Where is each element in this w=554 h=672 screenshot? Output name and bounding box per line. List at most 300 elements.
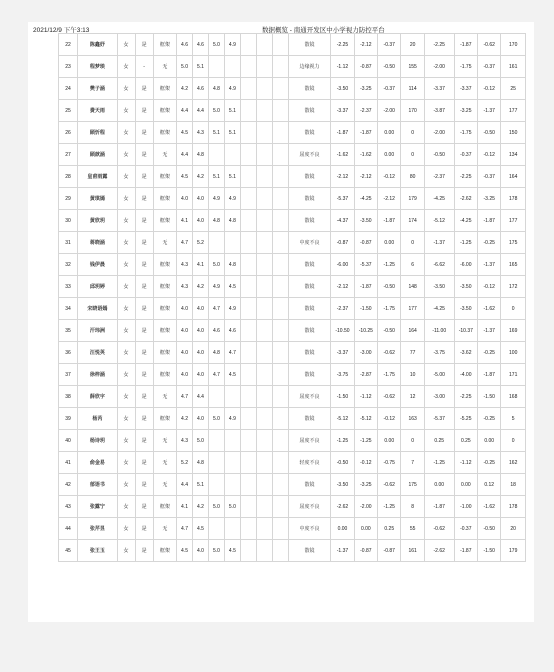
- table-cell: 5.0: [224, 496, 240, 518]
- table-cell: -3.50: [331, 474, 354, 496]
- table-cell: -10.25: [354, 320, 377, 342]
- table-cell: [256, 298, 272, 320]
- table-cell: 5.1: [193, 474, 209, 496]
- table-cell: 是: [135, 100, 153, 122]
- table-cell: 6: [401, 254, 424, 276]
- table-cell: [208, 144, 224, 166]
- table-cell: 148: [401, 276, 424, 298]
- table-cell: 女: [117, 100, 135, 122]
- table-cell: 是: [135, 452, 153, 474]
- table-cell: 5.1: [208, 122, 224, 144]
- table-cell: -1.87: [378, 210, 401, 232]
- table-cell: -0.25: [478, 452, 501, 474]
- table-cell: [256, 320, 272, 342]
- table-cell: -3.37: [331, 342, 354, 364]
- table-cell: -1.12: [454, 452, 477, 474]
- table-cell: 5.2: [193, 232, 209, 254]
- table-cell: 黄欣玥: [78, 210, 117, 232]
- table-cell: 女: [117, 78, 135, 100]
- table-cell: -5.25: [454, 408, 477, 430]
- table-cell: 155: [401, 56, 424, 78]
- table-cell: 164: [501, 166, 526, 188]
- table-cell: 是: [135, 122, 153, 144]
- table-cell: -2.25: [454, 386, 477, 408]
- table-cell: 28: [59, 166, 78, 188]
- table-cell: [256, 188, 272, 210]
- table-cell: 是: [135, 320, 153, 342]
- table-cell: 44: [59, 518, 78, 540]
- table-cell: 165: [501, 254, 526, 276]
- table-cell: [272, 518, 288, 540]
- table-cell: 框架: [153, 342, 176, 364]
- table-cell: [240, 210, 256, 232]
- table-cell: 5.0: [208, 540, 224, 562]
- table-cell: 4.9: [224, 34, 240, 56]
- table-cell: 框架: [153, 320, 176, 342]
- table-cell: 42: [59, 474, 78, 496]
- table-cell: -0.50: [478, 122, 501, 144]
- table-cell: -3.37: [424, 78, 454, 100]
- table-cell: 37: [59, 364, 78, 386]
- table-cell: 散镜: [288, 474, 331, 496]
- table-cell: [272, 34, 288, 56]
- table-cell: 散镜: [288, 122, 331, 144]
- table-cell: -3.37: [454, 78, 477, 100]
- table-cell: 31: [59, 232, 78, 254]
- table-cell: 散镜: [288, 298, 331, 320]
- table-cell: [272, 430, 288, 452]
- table-cell: 4.0: [177, 364, 193, 386]
- table-cell: 0.00: [378, 430, 401, 452]
- table-cell: 22: [59, 34, 78, 56]
- table-cell: -3.25: [478, 188, 501, 210]
- table-cell: [256, 518, 272, 540]
- table-cell: 女: [117, 144, 135, 166]
- table-cell: 24: [59, 78, 78, 100]
- table-cell: 无: [153, 386, 176, 408]
- table-cell: -3.25: [454, 100, 477, 122]
- table-cell: 是: [135, 166, 153, 188]
- table-cell: [240, 430, 256, 452]
- table-cell: 4.4: [177, 144, 193, 166]
- table-cell: -6.00: [454, 254, 477, 276]
- table-cell: 4.5: [193, 518, 209, 540]
- table-cell: 薛欣宇: [78, 386, 117, 408]
- table-cell: [240, 452, 256, 474]
- table-cell: 5.0: [208, 408, 224, 430]
- table-cell: 0.25: [424, 430, 454, 452]
- table-cell: 是: [135, 408, 153, 430]
- table-cell: 7: [401, 452, 424, 474]
- table-cell: [272, 342, 288, 364]
- table-cell: [240, 518, 256, 540]
- table-cell: 161: [501, 56, 526, 78]
- table-cell: 4.4: [193, 386, 209, 408]
- table-cell: 汪悦英: [78, 342, 117, 364]
- table-cell: 168: [501, 386, 526, 408]
- table-cell: -0.12: [378, 408, 401, 430]
- table-cell: 是: [135, 342, 153, 364]
- table-cell: 框架: [153, 122, 176, 144]
- table-cell: -2.37: [424, 166, 454, 188]
- table-cell: -1.50: [478, 540, 501, 562]
- table-cell: 4.3: [193, 122, 209, 144]
- table-cell: 框架: [153, 166, 176, 188]
- table-cell: 是: [135, 474, 153, 496]
- table-cell: [272, 232, 288, 254]
- table-cell: 钱伊晨: [78, 254, 117, 276]
- table-cell: 29: [59, 188, 78, 210]
- table-cell: 散镜: [288, 364, 331, 386]
- table-cell: 163: [401, 408, 424, 430]
- table-cell: 4.1: [177, 210, 193, 232]
- table-cell: 10: [401, 364, 424, 386]
- table-cell: 是: [135, 144, 153, 166]
- table-row: [59, 254, 526, 276]
- document-title: 数据概览 - 南通开发区中小学视力防控平台: [262, 27, 385, 34]
- table-cell: -5.12: [331, 408, 354, 430]
- table-cell: -5.37: [331, 188, 354, 210]
- table-cell: 4.5: [177, 122, 193, 144]
- table-cell: [240, 298, 256, 320]
- table-cell: -3.25: [354, 78, 377, 100]
- table-cell: 4.8: [208, 342, 224, 364]
- table-cell: 0: [401, 144, 424, 166]
- table-cell: 是: [135, 496, 153, 518]
- table-cell: [208, 430, 224, 452]
- table-cell: -1.37: [331, 540, 354, 562]
- table-cell: 4.4: [177, 100, 193, 122]
- table-cell: -0.37: [478, 56, 501, 78]
- table-cell: 4.9: [224, 78, 240, 100]
- table-cell: -0.25: [478, 408, 501, 430]
- table-cell: -3.50: [331, 78, 354, 100]
- table-cell: [224, 474, 240, 496]
- table-cell: [240, 342, 256, 364]
- table-cell: 张露宁: [78, 496, 117, 518]
- table-cell: 4.6: [208, 320, 224, 342]
- table-cell: 中度不良: [288, 518, 331, 540]
- table-cell: -1.00: [454, 496, 477, 518]
- table-cell: 散镜: [288, 342, 331, 364]
- table-cell: -1.87: [331, 122, 354, 144]
- table-cell: -5.12: [424, 210, 454, 232]
- table-cell: -2.25: [454, 166, 477, 188]
- table-cell: 框架: [153, 276, 176, 298]
- table-cell: 4.0: [193, 188, 209, 210]
- table-cell: 4.3: [177, 254, 193, 276]
- table-cell: [240, 188, 256, 210]
- table-row: [59, 364, 526, 386]
- table-cell: 框架: [153, 540, 176, 562]
- table-cell: 4.2: [193, 166, 209, 188]
- table-row: [59, 320, 526, 342]
- table-cell: -1.87: [454, 34, 477, 56]
- table-cell: [240, 320, 256, 342]
- table-cell: [272, 496, 288, 518]
- table-cell: 4.0: [193, 408, 209, 430]
- table-cell: -6.62: [424, 254, 454, 276]
- table-cell: [272, 408, 288, 430]
- table-cell: -1.37: [478, 100, 501, 122]
- table-cell: 是: [135, 188, 153, 210]
- table-cell: -2.87: [354, 364, 377, 386]
- table-cell: 屈度不良: [288, 430, 331, 452]
- table-cell: 0.00: [424, 474, 454, 496]
- table-cell: -0.50: [424, 144, 454, 166]
- table-cell: -3.00: [354, 342, 377, 364]
- table-cell: -3.75: [424, 342, 454, 364]
- table-cell: 4.9: [224, 188, 240, 210]
- table-cell: 无: [153, 518, 176, 540]
- table-cell: [240, 474, 256, 496]
- table-cell: 汗玮洲: [78, 320, 117, 342]
- table-cell: [272, 210, 288, 232]
- table-cell: -0.75: [378, 452, 401, 474]
- table-cell: [272, 474, 288, 496]
- table-cell: -0.12: [478, 78, 501, 100]
- table-cell: 无: [153, 232, 176, 254]
- table-cell: 4.9: [208, 276, 224, 298]
- table-cell: [256, 452, 272, 474]
- table-cell: -0.12: [478, 276, 501, 298]
- table-cell: 4.7: [208, 364, 224, 386]
- table-cell: 4.5: [177, 540, 193, 562]
- table-row: [59, 78, 526, 100]
- table-row: [59, 188, 526, 210]
- table-cell: 是: [135, 34, 153, 56]
- table-cell: -2.25: [331, 34, 354, 56]
- table-cell: 框架: [153, 496, 176, 518]
- table-cell: 5.0: [208, 100, 224, 122]
- table-cell: [224, 386, 240, 408]
- table-cell: 161: [401, 540, 424, 562]
- table-cell: 4.2: [177, 408, 193, 430]
- table-cell: [240, 276, 256, 298]
- table-cell: 是: [135, 430, 153, 452]
- table-cell: 无: [153, 144, 176, 166]
- table-cell: 4.2: [177, 78, 193, 100]
- table-cell: 4.0: [193, 364, 209, 386]
- table-cell: 4.2: [193, 276, 209, 298]
- table-cell: [224, 232, 240, 254]
- table-cell: 23: [59, 56, 78, 78]
- table-cell: 陈鑫妤: [78, 34, 117, 56]
- table-cell: 轻度不良: [288, 452, 331, 474]
- table-cell: 175: [401, 474, 424, 496]
- table-cell: 女: [117, 408, 135, 430]
- table-cell: -1.62: [478, 496, 501, 518]
- table-cell: -2.00: [378, 100, 401, 122]
- table-cell: 散镜: [288, 166, 331, 188]
- table-row: [59, 166, 526, 188]
- table-cell: 女: [117, 276, 135, 298]
- table-cell: 女: [117, 34, 135, 56]
- table-cell: -1.87: [424, 496, 454, 518]
- table-cell: 是: [135, 232, 153, 254]
- table-cell: 5.0: [177, 56, 193, 78]
- table-cell: 114: [401, 78, 424, 100]
- table-cell: 女: [117, 254, 135, 276]
- table-cell: 26: [59, 122, 78, 144]
- table-cell: -3.87: [424, 100, 454, 122]
- table-cell: 0.00: [454, 474, 477, 496]
- table-cell: -0.50: [478, 518, 501, 540]
- table-cell: [256, 386, 272, 408]
- table-cell: -2.37: [354, 100, 377, 122]
- table-cell: 55: [401, 518, 424, 540]
- table-cell: 169: [501, 320, 526, 342]
- table-cell: -10.37: [454, 320, 477, 342]
- table-cell: 女: [117, 474, 135, 496]
- table-cell: [240, 56, 256, 78]
- table-cell: -1.25: [354, 430, 377, 452]
- table-cell: -1.37: [478, 254, 501, 276]
- table-cell: [240, 540, 256, 562]
- table-cell: 27: [59, 144, 78, 166]
- table-cell: -1.87: [478, 210, 501, 232]
- table-cell: 4.9: [224, 298, 240, 320]
- table-cell: 4.0: [193, 342, 209, 364]
- table-cell: -0.37: [378, 78, 401, 100]
- table-cell: -5.00: [424, 364, 454, 386]
- table-cell: [272, 188, 288, 210]
- table-cell: -2.62: [331, 496, 354, 518]
- table-cell: 无: [153, 452, 176, 474]
- table-cell: 4.6: [177, 34, 193, 56]
- table-row: [59, 122, 526, 144]
- table-cell: 5.0: [208, 254, 224, 276]
- table-cell: 4.0: [177, 188, 193, 210]
- table-cell: [240, 144, 256, 166]
- table-cell: 172: [501, 276, 526, 298]
- table-cell: 皇甫雨露: [78, 166, 117, 188]
- table-cell: 4.4: [193, 100, 209, 122]
- table-cell: 框架: [153, 298, 176, 320]
- table-cell: 177: [501, 210, 526, 232]
- table-cell: 是: [135, 276, 153, 298]
- table-cell: -1.75: [454, 122, 477, 144]
- table-cell: 5.1: [224, 166, 240, 188]
- table-cell: -4.25: [424, 298, 454, 320]
- table-cell: 178: [501, 496, 526, 518]
- table-cell: 170: [501, 34, 526, 56]
- table-cell: -0.62: [378, 342, 401, 364]
- table-cell: 女: [117, 188, 135, 210]
- table-cell: [256, 166, 272, 188]
- table-cell: [256, 342, 272, 364]
- table-cell: [240, 408, 256, 430]
- table-cell: 女: [117, 496, 135, 518]
- table-cell: [256, 210, 272, 232]
- table-cell: 费天雨: [78, 100, 117, 122]
- table-cell: -1.87: [454, 540, 477, 562]
- table-cell: -3.00: [424, 386, 454, 408]
- table-cell: -5.37: [424, 408, 454, 430]
- table-row: [59, 210, 526, 232]
- table-cell: -0.37: [378, 34, 401, 56]
- table-cell: [224, 430, 240, 452]
- table-cell: 5.1: [224, 100, 240, 122]
- table-cell: 0.00: [378, 144, 401, 166]
- table-cell: 女: [117, 364, 135, 386]
- table-cell: 边缘视力: [288, 56, 331, 78]
- table-cell: [240, 78, 256, 100]
- table-cell: -2.25: [424, 34, 454, 56]
- table-cell: [208, 232, 224, 254]
- table-cell: 散镜: [288, 210, 331, 232]
- table-cell: 黄琪嫣: [78, 188, 117, 210]
- table-cell: -1.25: [454, 232, 477, 254]
- table-cell: 134: [501, 144, 526, 166]
- table-cell: 4.7: [224, 342, 240, 364]
- table-cell: -2.37: [331, 298, 354, 320]
- table-cell: [256, 254, 272, 276]
- table-cell: 5.1: [193, 56, 209, 78]
- table-cell: -4.00: [454, 364, 477, 386]
- table-cell: 4.4: [177, 474, 193, 496]
- table-row: [59, 518, 526, 540]
- table-cell: 170: [401, 100, 424, 122]
- table-cell: 39: [59, 408, 78, 430]
- table-cell: 框架: [153, 364, 176, 386]
- table-cell: [272, 452, 288, 474]
- table-cell: 0: [401, 122, 424, 144]
- table-cell: -0.25: [478, 342, 501, 364]
- table-cell: 20: [501, 518, 526, 540]
- table-cell: 4.5: [224, 540, 240, 562]
- table-row: [59, 100, 526, 122]
- table-row: [59, 430, 526, 452]
- table-cell: [256, 232, 272, 254]
- table-cell: 25: [59, 100, 78, 122]
- table-cell: -1.75: [378, 364, 401, 386]
- table-cell: 5.1: [208, 166, 224, 188]
- table-cell: 4.9: [208, 188, 224, 210]
- table-cell: -1.25: [331, 430, 354, 452]
- table-cell: -1.75: [378, 298, 401, 320]
- table-cell: -0.12: [478, 144, 501, 166]
- table-cell: 框架: [153, 78, 176, 100]
- table-cell: -1.25: [378, 496, 401, 518]
- table-cell: 171: [501, 364, 526, 386]
- table-cell: -1.50: [331, 386, 354, 408]
- table-cell: [272, 320, 288, 342]
- table-cell: 4.8: [193, 144, 209, 166]
- table-cell: 5.2: [177, 452, 193, 474]
- table-cell: 36: [59, 342, 78, 364]
- table-cell: 框架: [153, 34, 176, 56]
- table-cell: 女: [117, 540, 135, 562]
- table-cell: -1.62: [331, 144, 354, 166]
- table-cell: 4.7: [177, 386, 193, 408]
- table-cell: 5.0: [208, 496, 224, 518]
- table-cell: -2.12: [378, 188, 401, 210]
- table-cell: 77: [401, 342, 424, 364]
- table-cell: -0.37: [454, 144, 477, 166]
- table-cell: [224, 56, 240, 78]
- table-cell: -3.37: [331, 100, 354, 122]
- table-cell: [240, 166, 256, 188]
- table-cell: -0.50: [378, 320, 401, 342]
- table-cell: 25: [501, 78, 526, 100]
- table-cell: [240, 100, 256, 122]
- table-cell: -0.50: [331, 452, 354, 474]
- table-cell: -2.00: [424, 56, 454, 78]
- table-cell: -10.50: [331, 320, 354, 342]
- table-cell: 杨诗玥: [78, 430, 117, 452]
- table-cell: 框架: [153, 100, 176, 122]
